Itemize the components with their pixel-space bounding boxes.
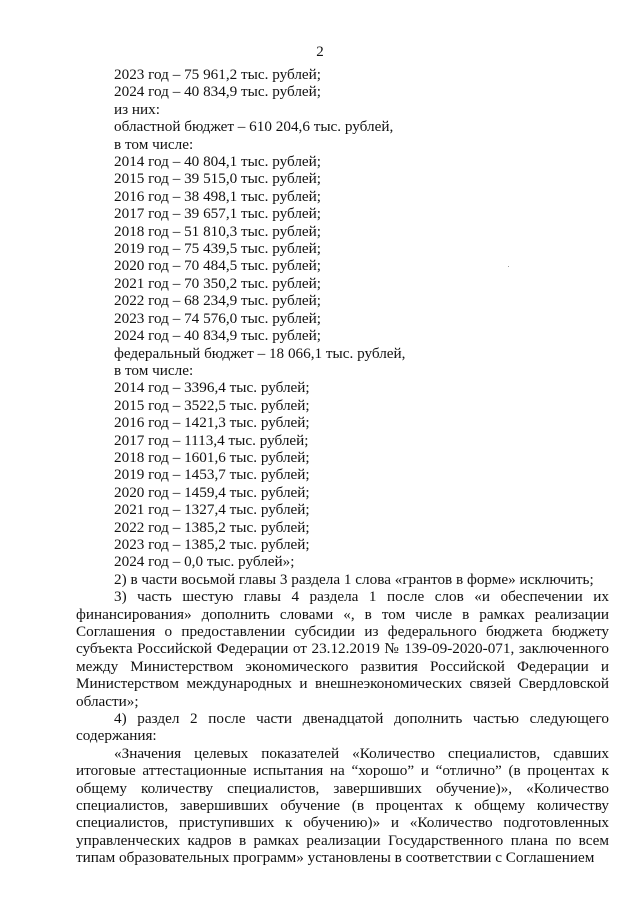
- text-line: федеральный бюджет – 18 066,1 тыс. рублей,: [114, 344, 406, 362]
- text-line: 2016 год – 1421,3 тыс. рублей;: [114, 414, 310, 432]
- paragraph-item-3: 3) часть шестую главы 4 раздела 1 после слов «и обеспечении их финансирования» дополнить словами «, в том числе в рамках реализации Соглашения о предоставлении субсидии из федерального бюджета бюджету субъекта Российской Федерации от 23.12.2019 № 139-09-2020-071, заключенного между Министерством экономического развития Российской Федерации и Министерством международных и внешнеэкономических связей Свердловской области»;: [76, 588, 609, 710]
- text-line: 2016 год – 38 498,1 тыс. рублей;: [114, 187, 322, 205]
- text-line: 2015 год – 39 515,0 тыс. рублей;: [114, 170, 322, 188]
- text-line: 2024 год – 40 834,9 тыс. рублей;: [114, 83, 322, 101]
- text-line: 2015 год – 3522,5 тыс. рублей;: [114, 396, 310, 414]
- text-line: в том числе:: [114, 135, 194, 153]
- text-line: 2014 год – 3396,4 тыс. рублей;: [114, 379, 310, 397]
- text-line: 2017 год – 1113,4 тыс. рублей;: [114, 431, 309, 449]
- paragraph-quote: «Значения целевых показателей «Количество специалистов, сдавших итоговые аттестационные испытания на “хорошо” и “отлично” (в процентах к общему количеству специалистов, завершивших обучение)», «Количество специалистов, завершивших обучение (в процентах к общему количеству специалистов, приступивших к обучению)» и «Количество подготовленных управленческих кадров в рамках реализации Государственного плана по всем типам образовательных программ» установлены в соответствии с Соглашением: [76, 744, 609, 867]
- text-line: из них:: [114, 100, 160, 118]
- page-number: 2: [316, 44, 324, 60]
- text-line: 2018 год – 1601,6 тыс. рублей;: [114, 448, 310, 466]
- text-line: 2021 год – 1327,4 тыс. рублей;: [114, 501, 310, 519]
- text-line: 2014 год – 40 804,1 тыс. рублей;: [114, 153, 322, 171]
- text-line: 2022 год – 1385,2 тыс. рублей;: [114, 518, 310, 536]
- text-line: 2018 год – 51 810,3 тыс. рублей;: [114, 222, 322, 240]
- text-line: 2023 год – 75 961,2 тыс. рублей;: [114, 66, 322, 83]
- text-line: 2020 год – 1459,4 тыс. рублей;: [114, 483, 310, 501]
- text-line: 2020 год – 70 484,5 тыс. рублей;: [114, 257, 322, 275]
- text-line: 2019 год – 75 439,5 тыс. рублей;: [114, 240, 322, 258]
- text-line: 2022 год – 68 234,9 тыс. рублей;: [114, 292, 322, 310]
- text-line: 2021 год – 70 350,2 тыс. рублей;: [114, 274, 322, 292]
- text-line: областной бюджет – 610 204,6 тыс. рублей,: [114, 118, 394, 136]
- text-line: 2023 год – 1385,2 тыс. рублей;: [114, 535, 310, 553]
- paragraph-item-4: 4) раздел 2 после части двенадцатой дополнить частью следующего содержания:: [76, 710, 609, 745]
- text-line: в том числе:: [114, 361, 194, 379]
- text-line: 2019 год – 1453,7 тыс. рублей;: [114, 466, 310, 484]
- text-line: 2024 год – 0,0 тыс. рублей»;: [114, 553, 295, 571]
- text-line: 2017 год – 39 657,1 тыс. рублей;: [114, 205, 322, 223]
- text-line: 2024 год – 40 834,9 тыс. рублей;: [114, 327, 322, 345]
- text-line: 2) в части восьмой главы 3 раздела 1 слова «грантов в форме» исключить;: [114, 570, 594, 588]
- document-body: [76, 66, 609, 867]
- text-line: 2023 год – 74 576,0 тыс. рублей;: [114, 309, 322, 327]
